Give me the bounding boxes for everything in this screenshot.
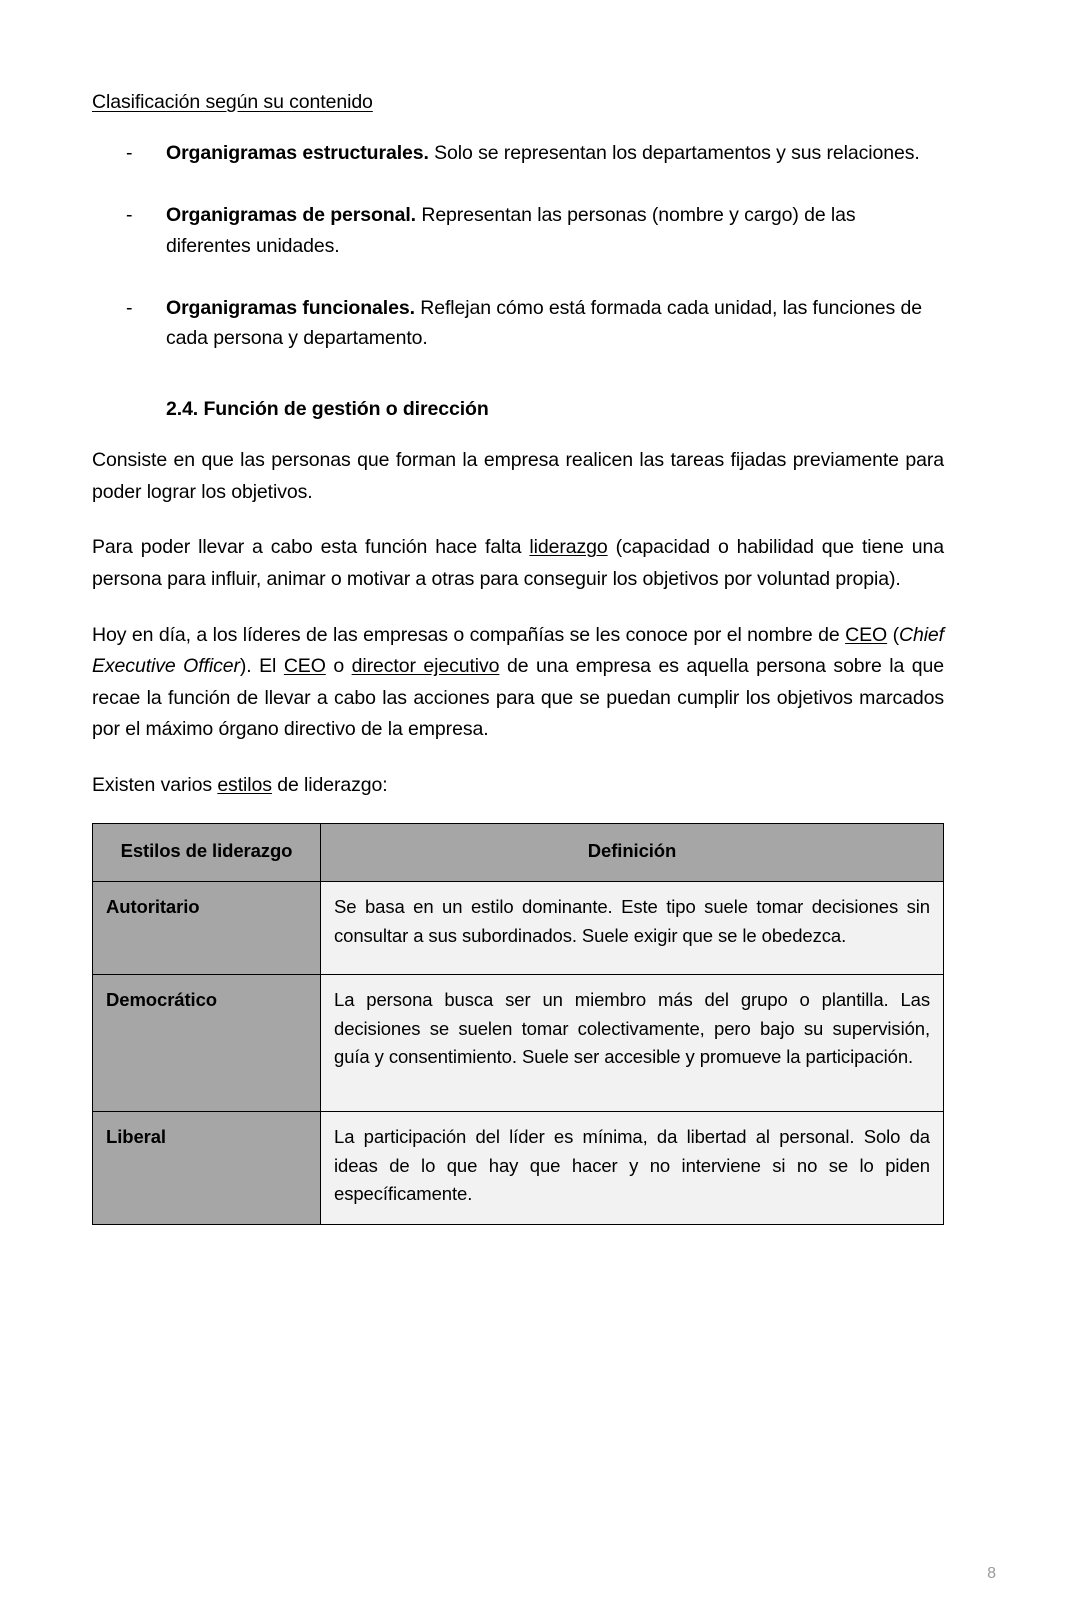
paragraph-text: Consiste en que las personas que forman la empresa realicen las tareas fijadas previamente para poder lograr los objetivos.: [92, 449, 944, 503]
leadership-styles-table: [92, 823, 944, 1225]
term-liderazgo: liderazgo: [529, 536, 608, 559]
term-estilos: estilos: [217, 773, 272, 796]
list-item-text: Representan las personas (nombre y cargo) de las diferentes unidades.: [166, 204, 856, 257]
bullet-dash-icon: -: [126, 204, 133, 227]
paragraph-text-a: Para poder llevar a cabo esta función hace falta: [92, 536, 530, 559]
term-ceo-first: CEO: [845, 623, 888, 646]
paragraph-text-a: Existen varios: [92, 773, 218, 796]
cell-style-name: Autoritario: [93, 882, 321, 975]
paragraph-text-d: o: [325, 655, 352, 678]
column-header-definicion: Definición: [321, 824, 944, 882]
subsection-heading: 2.4. Función de gestión o dirección: [166, 398, 489, 421]
paragraph-text-b: de liderazgo:: [271, 773, 388, 796]
list-item-lead: Organigramas estructurales.: [166, 142, 429, 165]
term-ceo-second: CEO: [283, 655, 326, 678]
list-item: [92, 200, 944, 262]
bullet-dash-icon: -: [126, 296, 133, 319]
list-item-lead: Organigramas funcionales.: [166, 296, 415, 319]
paragraph-text-c: ). El: [239, 655, 284, 678]
table-header-row: [93, 824, 944, 882]
paragraph-ceo: [92, 620, 944, 746]
paragraph-liderazgo: [92, 532, 944, 595]
cell-style-definition: Se basa en un estilo dominante. Este tipo suele tomar decisiones sin consultar a sus subordinados. Suele exigir que se le obedezca.: [321, 882, 944, 975]
column-header-estilos: Estilos de liderazgo: [93, 824, 321, 882]
paragraph-text-e: de una empresa es aquella persona sobre la que recae la función de llevar a cabo las acciones para que se puedan cumplir los objetivos marcados por el máximo órgano directivo de la empresa.: [92, 655, 944, 741]
organigramas-list: [92, 138, 944, 354]
document-body: [92, 88, 944, 1225]
paragraph-text-b: (: [887, 623, 899, 646]
table-row: [93, 1112, 944, 1225]
table-body: [93, 882, 944, 1225]
list-item: [92, 293, 944, 355]
page-number: 8: [987, 1565, 996, 1582]
paragraph-text-a: Hoy en día, a los líderes de las empresas o compañías se les conoce por el nombre de: [92, 623, 846, 646]
list-item-lead: Organigramas de personal.: [166, 204, 417, 227]
table-row: [93, 975, 944, 1112]
cell-style-name: Democrático: [93, 975, 321, 1112]
cell-style-definition: La participación del líder es mínima, da libertad al personal. Solo da ideas de lo que hay que hacer y no interviene si no se lo piden específicamente.: [321, 1112, 944, 1225]
paragraph-definicion-gestion: [92, 445, 944, 508]
list-item-text: Reflejan cómo está formada cada unidad, las funciones de cada persona y departamento.: [166, 296, 922, 350]
list-item: [92, 138, 944, 169]
section-title: Clasificación según su contenido: [92, 91, 373, 113]
bullet-dash-icon: -: [126, 142, 133, 165]
list-item-text: Solo se representan los departamentos y sus relaciones.: [428, 142, 920, 165]
table-row: [93, 882, 944, 975]
term-chief-executive-officer: Chief Executive Officer: [92, 623, 944, 678]
table-header: [93, 824, 944, 882]
term-director-ejecutivo: director ejecutivo: [351, 655, 500, 678]
paragraph-estilos-intro: [92, 770, 944, 802]
cell-style-definition: La persona busca ser un miembro más del grupo o plantilla. Las decisiones se suelen tomar colectivamente, pero bajo su supervisión, guía y consentimiento. Suele ser accesible y promueve la participación.: [321, 975, 944, 1112]
paragraph-text-b: (capacidad o habilidad que tiene una persona para influir, animar o motivar a otras para conseguir los objetivos por voluntad propia).: [92, 536, 944, 590]
cell-style-name: Liberal: [93, 1112, 321, 1225]
